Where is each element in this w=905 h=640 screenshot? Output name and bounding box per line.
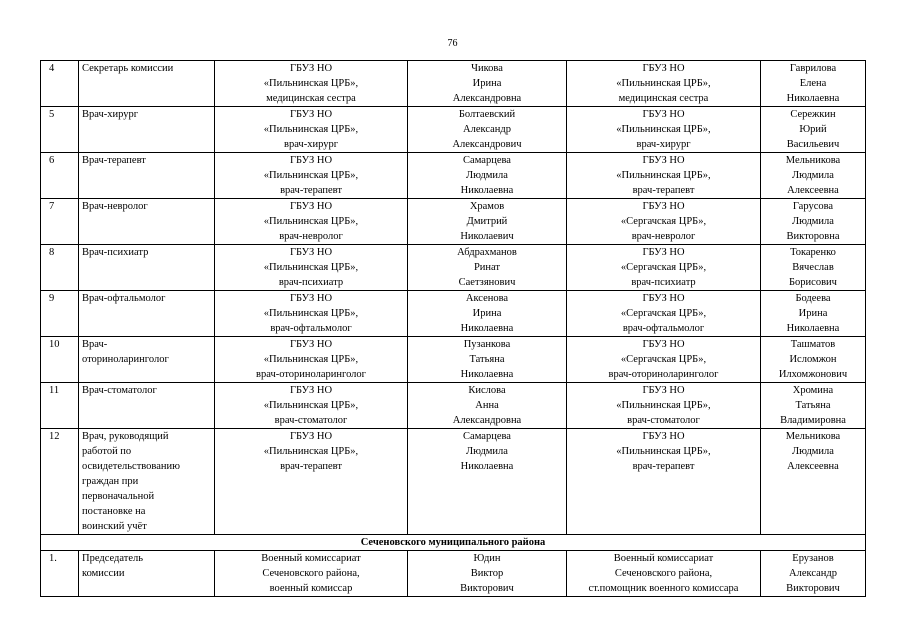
cell-role: [79, 551, 215, 597]
cell-line: граждан при: [82, 476, 139, 487]
cell-number: 5: [41, 107, 79, 153]
cell-line: воинский учёт: [82, 521, 147, 532]
cell-line: ГБУЗ НО: [642, 109, 685, 120]
cell-line: Николаевна: [786, 323, 840, 334]
cell-line: «Сергачская ЦРБ»,: [620, 354, 707, 365]
cell-line: Юрий: [799, 124, 827, 135]
cell-line: Людмила: [466, 446, 508, 457]
cell-line: «Пильнинская ЦРБ»,: [263, 170, 359, 181]
cell-line: Пузанкова: [463, 339, 511, 350]
cell-line: ГБУЗ НО: [642, 201, 685, 212]
cell-line: врач-оториноларинголог: [256, 369, 366, 380]
cell-line: работой по: [82, 446, 132, 457]
cell-reserve-name: [761, 429, 866, 535]
table-row: [41, 429, 866, 535]
cell-reserve-name: [761, 291, 866, 337]
section-row: [41, 535, 866, 551]
cell-role: [79, 107, 215, 153]
cell-member-name: [408, 107, 567, 153]
cell-organization: [215, 107, 408, 153]
cell-line: ГБУЗ НО: [289, 339, 333, 350]
cell-line: Татьяна: [469, 354, 505, 365]
cell-line: Людмила: [466, 170, 508, 181]
cell-line: «Пильнинская ЦРБ»,: [616, 400, 711, 411]
cell-reserve-organization: [567, 551, 761, 597]
cell-line: ГБУЗ НО: [642, 293, 685, 304]
cell-line: Николаевич: [460, 231, 514, 242]
cell-line: ГБУЗ НО: [642, 339, 685, 350]
cell-line: Токаренко: [790, 247, 836, 258]
cell-line: Ташматов: [790, 339, 836, 350]
cell-line: Самарцева: [463, 155, 511, 166]
cell-reserve-name: [761, 61, 866, 107]
cell-line: Саетзянович: [458, 277, 516, 288]
cell-reserve-organization: [567, 429, 761, 535]
cell-reserve-organization: [567, 245, 761, 291]
cell-line: Врач-: [82, 339, 108, 350]
cell-line: врач-терапевт: [632, 461, 695, 472]
cell-organization: [215, 61, 408, 107]
cell-line: ГБУЗ НО: [642, 431, 685, 442]
cell-member-name: [408, 61, 567, 107]
cell-line: Врач-терапевт: [82, 155, 146, 166]
cell-line: Гарусова: [792, 201, 834, 212]
cell-line: Мельникова: [785, 155, 841, 166]
cell-line: Татьяна: [795, 400, 831, 411]
cell-line: «Пильнинская ЦРБ»,: [616, 446, 711, 457]
cell-line: Людмила: [792, 446, 834, 457]
cell-line: Николаевна: [786, 93, 840, 104]
cell-line: ГБУЗ НО: [289, 293, 333, 304]
cell-line: Хромина: [792, 385, 834, 396]
cell-line: Анна: [475, 400, 499, 411]
cell-reserve-name: [761, 383, 866, 429]
cell-number: 9: [41, 291, 79, 337]
table-row: [41, 107, 866, 153]
cell-reserve-organization: [567, 199, 761, 245]
cell-line: Ирина: [472, 308, 502, 319]
cell-line: Алексеевна: [787, 461, 839, 472]
cell-line: Юдин: [473, 553, 501, 564]
table-row: [41, 291, 866, 337]
cell-line: Александрович: [452, 139, 522, 150]
cell-line: врач-невролог: [279, 231, 343, 242]
cell-line: «Пильнинская ЦРБ»,: [263, 354, 359, 365]
cell-reserve-name: [761, 107, 866, 153]
cell-line: Владимировна: [780, 415, 846, 426]
cell-member-name: [408, 551, 567, 597]
cell-reserve-name: [761, 153, 866, 199]
cell-line: врач-оториноларинголог: [608, 369, 719, 380]
cell-line: Васильевич: [786, 139, 840, 150]
cell-organization: [215, 383, 408, 429]
cell-line: «Пильнинская ЦРБ»,: [616, 170, 711, 181]
cell-organization: [215, 337, 408, 383]
cell-line: оториноларинголог: [82, 354, 169, 365]
cell-role: [79, 291, 215, 337]
cell-line: Мельникова: [785, 431, 841, 442]
cell-line: Исломжон: [789, 354, 837, 365]
section-title: Сеченовского муниципального района: [41, 535, 866, 551]
cell-role: [79, 61, 215, 107]
cell-line: Викторович: [460, 583, 514, 594]
cell-number: 12: [41, 429, 79, 535]
cell-member-name: [408, 199, 567, 245]
cell-reserve-organization: [567, 61, 761, 107]
cell-line: Кислова: [468, 385, 506, 396]
cell-line: врач-терапевт: [632, 185, 695, 196]
cell-line: врач-стоматолог: [274, 415, 348, 426]
cell-reserve-organization: [567, 337, 761, 383]
cell-line: Болтаевский: [458, 109, 516, 120]
cell-line: врач-офтальмолог: [270, 323, 352, 334]
cell-line: «Пильнинская ЦРБ»,: [263, 446, 359, 457]
cell-member-name: [408, 429, 567, 535]
cell-line: Ринат: [473, 262, 501, 273]
cell-line: «Пильнинская ЦРБ»,: [263, 124, 359, 135]
page-number: 76: [447, 38, 458, 49]
cell-line: Военный комиссариат: [613, 553, 714, 564]
cell-member-name: [408, 153, 567, 199]
cell-line: Александр: [463, 124, 511, 135]
cell-line: Врач-офтальмолог: [82, 293, 166, 304]
table-row: [41, 199, 866, 245]
cell-line: Аксенова: [465, 293, 509, 304]
cell-organization: [215, 199, 408, 245]
cell-line: Вячеслав: [792, 262, 834, 273]
cell-line: Врач-психиатр: [82, 247, 149, 258]
cell-number: 8: [41, 245, 79, 291]
cell-line: «Пильнинская ЦРБ»,: [263, 400, 359, 411]
cell-line: Викторовна: [786, 231, 840, 242]
cell-line: врач-терапевт: [280, 185, 342, 196]
cell-line: врач-офтальмолог: [622, 323, 705, 334]
cell-reserve-organization: [567, 153, 761, 199]
cell-line: ГБУЗ НО: [289, 155, 333, 166]
cell-line: Дмитрий: [466, 216, 508, 227]
cell-member-name: [408, 383, 567, 429]
cell-line: «Пильнинская ЦРБ»,: [616, 124, 711, 135]
cell-line: ГБУЗ НО: [289, 247, 333, 258]
cell-line: медицинская сестра: [266, 93, 356, 104]
cell-line: Людмила: [792, 216, 834, 227]
table-row: [41, 337, 866, 383]
cell-line: освидетельствованию: [82, 461, 180, 472]
cell-line: Николаевна: [460, 461, 514, 472]
cell-line: Бодеева: [795, 293, 831, 304]
cell-reserve-name: [761, 337, 866, 383]
cell-line: врач-стоматолог: [627, 415, 700, 426]
cell-organization: [215, 291, 408, 337]
cell-line: Председатель: [82, 553, 144, 564]
cell-line: «Пильнинская ЦРБ»,: [263, 78, 359, 89]
cell-line: Гаврилова: [789, 63, 837, 74]
table-row: [41, 153, 866, 199]
cell-line: Военный комиссариат: [261, 553, 361, 564]
cell-line: Александр: [789, 568, 837, 579]
table-row: [41, 551, 866, 597]
cell-line: комиссии: [82, 568, 125, 579]
cell-number: 4: [41, 61, 79, 107]
cell-line: первоначальной: [82, 491, 155, 502]
cell-organization: [215, 245, 408, 291]
cell-line: ГБУЗ НО: [289, 109, 333, 120]
cell-line: Храмов: [469, 201, 505, 212]
cell-line: Ирина: [798, 308, 828, 319]
cell-line: врач-хирург: [283, 139, 338, 150]
cell-line: ГБУЗ НО: [642, 385, 685, 396]
cell-line: Сережкин: [790, 109, 836, 120]
cell-reserve-organization: [567, 107, 761, 153]
cell-line: Александровна: [452, 415, 522, 426]
cell-role: [79, 337, 215, 383]
cell-line: Викторович: [786, 583, 840, 594]
cell-number: 7: [41, 199, 79, 245]
cell-line: Врач-хирург: [82, 109, 139, 120]
cell-line: Врач, руководящий: [82, 431, 169, 442]
cell-role: [79, 199, 215, 245]
cell-line: ГБУЗ НО: [289, 431, 333, 442]
cell-line: «Сергачская ЦРБ»,: [620, 216, 707, 227]
cell-reserve-name: [761, 245, 866, 291]
cell-line: ГБУЗ НО: [289, 385, 333, 396]
cell-role: [79, 153, 215, 199]
cell-line: Чикова: [471, 63, 503, 74]
cell-line: Секретарь комиссии: [82, 63, 174, 74]
cell-line: врач-терапевт: [280, 461, 342, 472]
cell-member-name: [408, 245, 567, 291]
cell-line: Ирина: [472, 78, 502, 89]
cell-line: Сеченовского района,: [614, 568, 713, 579]
cell-organization: [215, 153, 408, 199]
cell-organization: [215, 551, 408, 597]
cell-reserve-name: [761, 199, 866, 245]
cell-line: «Сергачская ЦРБ»,: [620, 308, 707, 319]
cell-line: ГБУЗ НО: [642, 155, 685, 166]
cell-line: «Сергачская ЦРБ»,: [620, 262, 707, 273]
cell-line: Алексеевна: [787, 185, 839, 196]
cell-line: ст.помощник военного комиссара: [588, 583, 739, 594]
cell-line: «Пильнинская ЦРБ»,: [263, 262, 359, 273]
cell-line: ГБУЗ НО: [642, 63, 685, 74]
cell-number: 11: [41, 383, 79, 429]
cell-line: «Пильнинская ЦРБ»,: [263, 216, 359, 227]
cell-line: врач-психиатр: [278, 277, 344, 288]
table-row: [41, 61, 866, 107]
cell-line: медицинская сестра: [618, 93, 709, 104]
cell-line: постановке на: [82, 506, 146, 517]
cell-line: Николаевна: [460, 369, 514, 380]
cell-line: Людмила: [792, 170, 834, 181]
cell-organization: [215, 429, 408, 535]
cell-line: Николаевна: [460, 323, 514, 334]
cell-reserve-organization: [567, 291, 761, 337]
cell-role: [79, 245, 215, 291]
cell-number: 1.: [41, 551, 79, 597]
cell-line: Борисович: [789, 277, 837, 288]
cell-number: 10: [41, 337, 79, 383]
cell-line: ГБУЗ НО: [289, 201, 333, 212]
cell-role: [79, 383, 215, 429]
cell-line: Врач-невролог: [82, 201, 148, 212]
cell-role: [79, 429, 215, 535]
cell-line: ГБУЗ НО: [642, 247, 685, 258]
cell-member-name: [408, 291, 567, 337]
commission-table: [40, 60, 866, 597]
cell-line: Сеченовского района,: [262, 568, 360, 579]
cell-line: Врач-стоматолог: [82, 385, 157, 396]
cell-reserve-organization: [567, 383, 761, 429]
cell-line: «Пильнинская ЦРБ»,: [263, 308, 359, 319]
cell-line: врач-хирург: [636, 139, 691, 150]
table-row: [41, 245, 866, 291]
table-row: [41, 383, 866, 429]
cell-line: Абдрахманов: [457, 247, 517, 258]
cell-reserve-name: [761, 551, 866, 597]
cell-line: Виктор: [470, 568, 504, 579]
cell-line: ГБУЗ НО: [289, 63, 333, 74]
cell-number: 6: [41, 153, 79, 199]
cell-line: Елена: [799, 78, 827, 89]
cell-line: Николаевна: [460, 185, 514, 196]
cell-member-name: [408, 337, 567, 383]
cell-line: военный комиссар: [269, 583, 353, 594]
cell-line: Александровна: [452, 93, 522, 104]
cell-line: Самарцева: [463, 431, 511, 442]
cell-line: врач-психиатр: [631, 277, 696, 288]
cell-line: Ерузанов: [792, 553, 834, 564]
cell-line: Илхомжонович: [778, 369, 848, 380]
cell-line: «Пильнинская ЦРБ»,: [616, 78, 711, 89]
cell-line: врач-невролог: [631, 231, 696, 242]
